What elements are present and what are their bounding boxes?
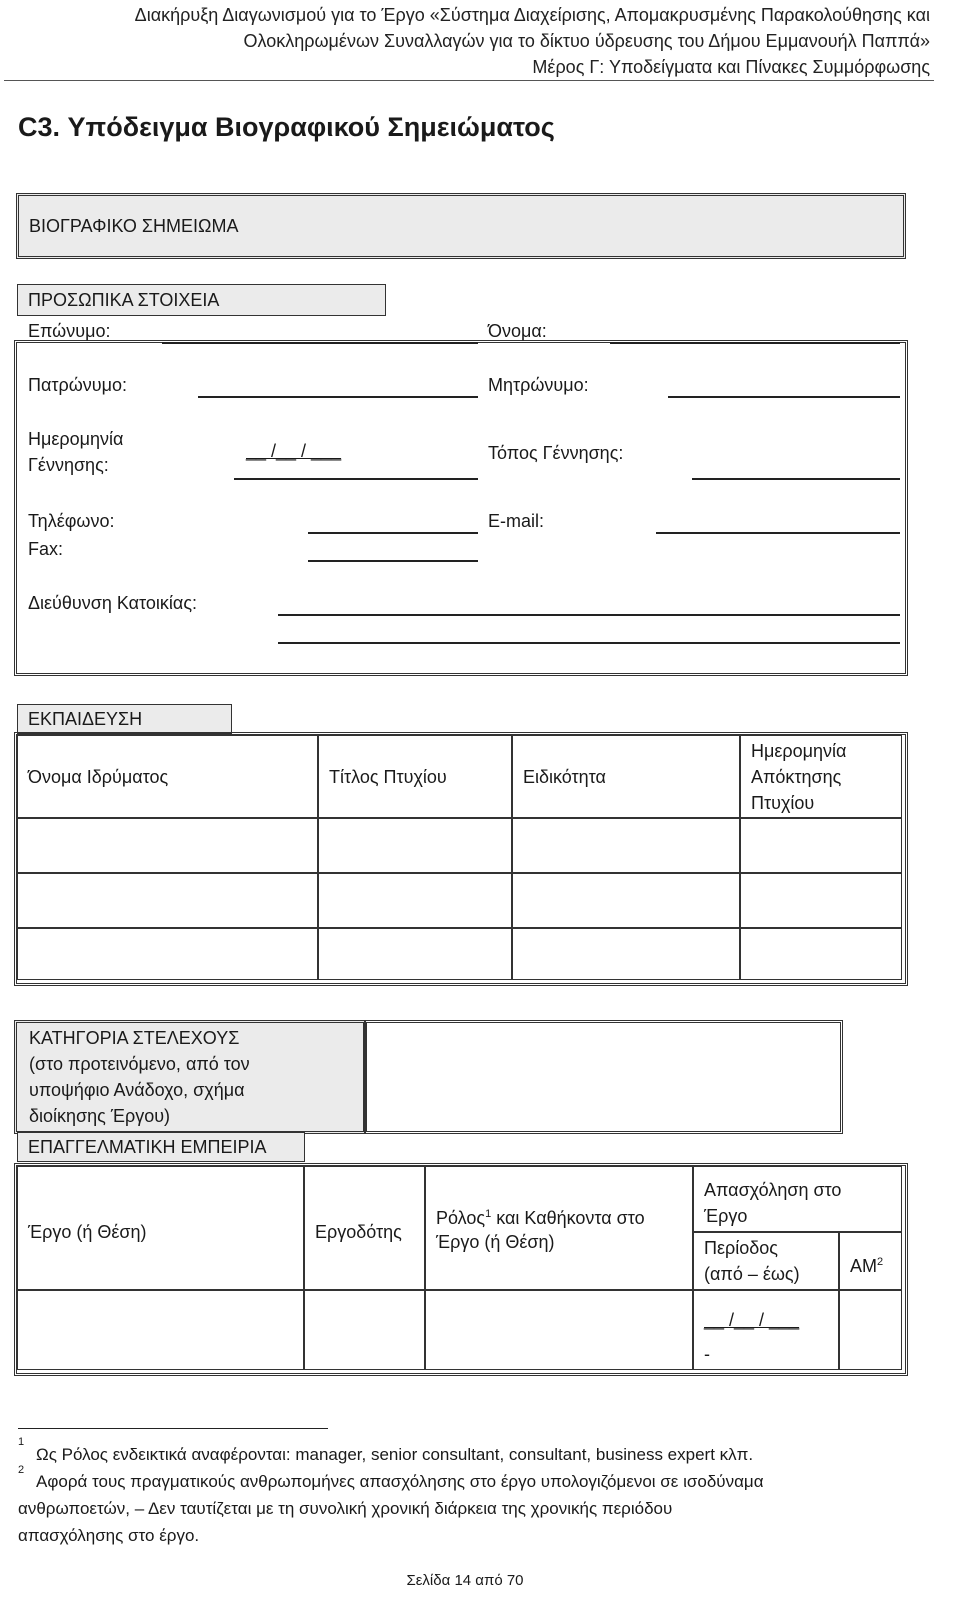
page-number: Σελίδα 14 από 70	[406, 1572, 524, 1589]
exp-cell[interactable]	[17, 1290, 304, 1370]
footnote-rule	[18, 1428, 328, 1429]
footnote-1-number: 1	[18, 1436, 25, 1448]
education-heading-tab	[17, 704, 232, 734]
fax-field[interactable]	[308, 560, 478, 562]
category-label-4: διοίκησης Έργου)	[29, 1106, 171, 1126]
experience-heading: ΕΠΑΓΓΕΛΜΑΤΙΚΗ ΕΜΠΕΙΡΙΑ	[28, 1137, 267, 1157]
exp-cell[interactable]	[304, 1290, 425, 1370]
birth-place-label: Τόπος Γέννησης:	[488, 443, 624, 463]
footnote-2-text-3: απασχόλησης στο έργο.	[18, 1526, 200, 1545]
edu-cell[interactable]	[740, 873, 902, 928]
name-label: Όνομα:	[488, 321, 547, 341]
header-line-3: Μέρος Γ: Υποδείγματα και Πίνακες Συμμόρφωσης	[532, 57, 930, 77]
exp-col-header-1: Έργο (ή Θέση)	[17, 1166, 304, 1290]
address-field-2[interactable]	[278, 642, 900, 644]
page-title: C3. Υπόδειγμα Βιογραφικού Σημειώματος	[18, 112, 555, 142]
birth-place-field[interactable]	[692, 478, 900, 480]
header-rule	[4, 80, 934, 81]
email-field[interactable]	[656, 532, 900, 534]
edu-cell[interactable]	[17, 818, 318, 873]
edu-cell[interactable]	[512, 928, 740, 980]
exp-am-cell[interactable]	[839, 1290, 902, 1370]
email-label: E-mail:	[488, 511, 545, 531]
birth-date-label-2: Γέννησης:	[28, 455, 109, 475]
footnote-1-text: Ως Ρόλος ενδεικτικά αναφέρονται: manager, senior consultant, consultant, business expert κλπ.	[36, 1445, 754, 1464]
category-input-box[interactable]	[364, 1020, 843, 1134]
footnote-2-text-1: Αφορά τους πραγματικούς ανθρωπομήνες απασχόλησης στο έργο υπολογιζόμενοι σε ισοδύναμα	[36, 1472, 764, 1491]
birth-date-label-1: Ημερομηνία	[28, 429, 124, 449]
phone-label: Τηλέφωνο:	[28, 511, 115, 531]
exp-am-header: $AM^2$	[839, 1232, 902, 1290]
exp-date-value[interactable]: __ /__ / ___	[704, 1310, 800, 1330]
exp-date-dash: -	[704, 1344, 710, 1364]
mother-field[interactable]	[668, 396, 900, 398]
edu-cell[interactable]	[512, 818, 740, 873]
footnote-2-text-2: ανθρωποετών, – Δεν ταυτίζεται με τη συνολική χρονική διάρκεια της χρονικής περιόδου	[18, 1499, 673, 1518]
personal-heading-tab	[17, 284, 386, 316]
edu-col-header-1: Όνομα Ιδρύματος	[17, 735, 318, 818]
cv-heading-box	[16, 193, 906, 259]
cv-heading: ΒΙΟΓΡΑΦΙΚΟ ΣΗΜΕΙΩΜΑ	[29, 216, 239, 236]
surname-field[interactable]	[162, 342, 478, 344]
header-line-1: Διακήρυξη Διαγωνισμού για το Έργο «Σύστημα Διαχείρισης, Απομακρυσμένης Παρακολούθησης και	[134, 5, 930, 25]
surname-label: Επώνυμο:	[28, 321, 111, 341]
edu-cell[interactable]	[318, 818, 512, 873]
phone-field[interactable]	[308, 532, 478, 534]
edu-col-header-4: Ημερομηνία Απόκτησης Πτυχίου	[740, 735, 902, 818]
exp-period-cell[interactable]	[693, 1290, 839, 1370]
address-field-1[interactable]	[278, 614, 900, 616]
category-label-box	[14, 1020, 366, 1134]
exp-period-header: Περίοδος (από – έως)	[693, 1232, 839, 1290]
edu-cell[interactable]	[318, 928, 512, 980]
mother-label: Μητρώνυμο:	[488, 375, 589, 395]
edu-col-header-2: Τίτλος Πτυχίου	[318, 735, 512, 818]
category-label-3: υποψήφιο Ανάδοχο, σχήμα	[29, 1080, 245, 1100]
name-field[interactable]	[610, 342, 900, 344]
birth-date-field[interactable]	[234, 478, 478, 480]
exp-col-header-2: Εργοδότης	[304, 1166, 425, 1290]
education-heading: ΕΚΠΑΙΔΕΥΣΗ	[28, 709, 143, 729]
edu-cell[interactable]	[17, 873, 318, 928]
personal-section	[14, 340, 908, 676]
edu-cell[interactable]	[17, 928, 318, 980]
category-label-1: ΚΑΤΗΓΟΡΙΑ ΣΤΕΛΕΧΟΥΣ	[29, 1028, 240, 1048]
exp-col-header-4: Απασχόληση στο Έργο	[693, 1166, 902, 1232]
edu-cell[interactable]	[512, 873, 740, 928]
edu-cell[interactable]	[740, 928, 902, 980]
footnote-2-number: 2	[18, 1464, 25, 1476]
experience-heading-tab	[17, 1132, 305, 1162]
exp-cell[interactable]	[425, 1290, 693, 1370]
address-label: Διεύθυνση Κατοικίας:	[28, 593, 198, 613]
edu-col-header-3: Ειδικότητα	[512, 735, 740, 818]
edu-cell[interactable]	[740, 818, 902, 873]
edu-cell[interactable]	[318, 873, 512, 928]
personal-heading: ΠΡΟΣΩΠΙΚΑ ΣΤΟΙΧΕΙΑ	[28, 290, 220, 310]
birth-date-value[interactable]: __ /__ / ___	[246, 441, 342, 461]
category-label-2: (στο προτεινόμενο, από τον	[29, 1054, 250, 1074]
header-line-2: Ολοκληρωμένων Συναλλαγών για το δίκτυο ύδρευσης του Δήμου Εμμανουήλ Παππά»	[243, 31, 930, 51]
father-field[interactable]	[198, 396, 478, 398]
father-label: Πατρώνυμο:	[28, 375, 128, 395]
fax-label: Fax:	[28, 539, 64, 559]
exp-col-header-3: Ρόλος$^1$ και Καθήκοντα στο Έργο (ή Θέση)	[425, 1166, 693, 1290]
